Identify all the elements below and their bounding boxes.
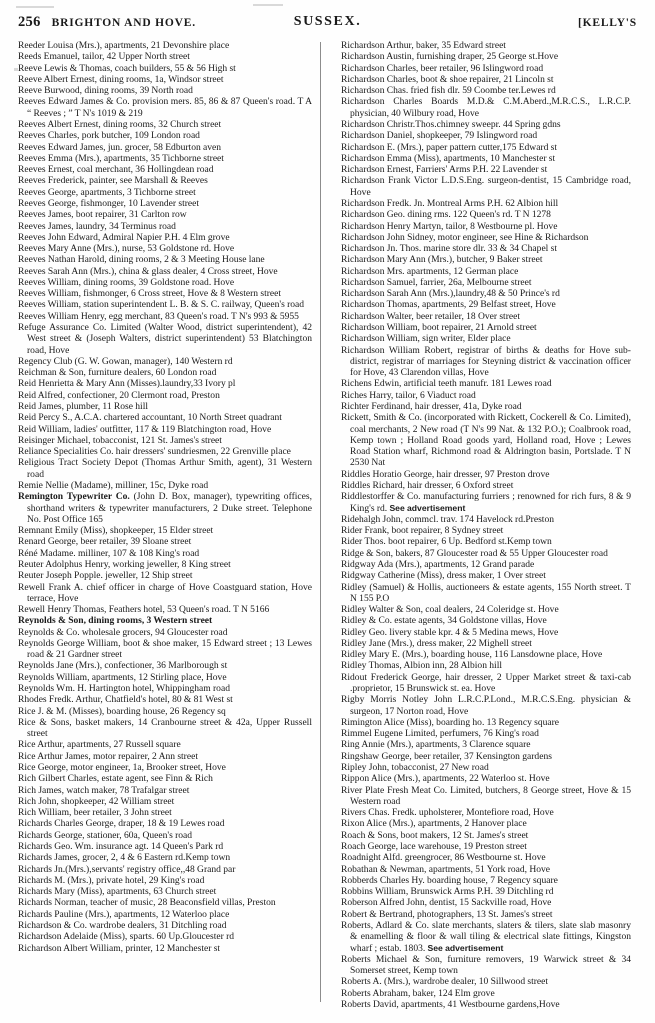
directory-entry: Reeves James, laundry, 34 Terminus road (18, 220, 176, 232)
directory-entry: Refuge Assurance Co. Limited (Walter Wood, district superintendent), 42 West street & (Joseph Walters, district superintendent) 53 Blatchington road, Hove (18, 322, 312, 356)
directory-entry: Reeve Burwood, dining rooms, 39 North road (18, 85, 193, 97)
directory-entry (341, 491, 631, 514)
directory-entry: Richardson Arthur, baker, 35 Edward street (341, 40, 506, 51)
directory-entry: Richardson Thomas, apartments, 29 Belfast street, Hove (341, 299, 556, 311)
directory-entry: Rice J. & M. (Misses), boarding house, 26 Regency sq (18, 705, 226, 717)
directory-entry: Rigby Morris Notley John L.R.C.P.Lond., M.R.C.S.Eng. physician & surgeon, 17 Norton road, Hove (341, 694, 631, 717)
directory-entry: Ridehalgh John, commcl. trav. 174 Havelock rd.Preston (341, 513, 555, 525)
directory-entry: Roberts Michael & Son, furniture removers, 19 Warwick street & 34 Somerset street, Kemp town (341, 953, 631, 977)
directory-entry: Reid Alfred, confectioner, 20 Clermont road, Preston (18, 389, 220, 401)
directory-entry: Ridge & Son, bakers, 87 Gloucester road & 55 Upper Gloucester road (341, 547, 608, 559)
directory-entry: Richards Geo. Wm. insurance agt. 14 Queen's Park rd (18, 840, 224, 852)
directory-entry: Roberts David, apartments, 41 Westbourne gardens,Hove (341, 998, 560, 1010)
directory-entry: Rhodes Fredk. Arthur, Chatfield's hotel, 80 & 81 West st (18, 694, 233, 706)
directory-entry: River Plate Fresh Meat Co. Limited, butchers, 8 George street, Hove & 15 Western road (341, 784, 631, 807)
directory-entry: Richardson Charles, beer retailer, 96 Islingword road (341, 62, 544, 74)
directory-entry: Ridley Geo. livery stable kpr. 4 & 5 Medina mews, Hove (341, 626, 559, 638)
directory-entry: Reynolds Wm. H. Hartington hotel, Whippingham road (18, 683, 230, 695)
running-head (18, 14, 637, 34)
directory-entry: Richardson Ernest, Farriers' Arms P.H. 22 Lavender st (341, 164, 548, 176)
directory-entry: Rich James, watch maker, 78 Trafalgar street (18, 784, 190, 796)
directory-entry: Robberds Charles Hy. boarding house, 7 Regency square (341, 874, 558, 886)
directory-entry: Richardson Walter, beer retailer, 18 Over street (341, 310, 521, 322)
directory-entry: Robathan & Newman, apartments, 51 York road, Hove (341, 863, 551, 875)
directory-entry: Richards James, grocer, 2, 4 & 6 Eastern rd.Kemp town (18, 852, 231, 864)
directory-entry: Richens Edwin, artificial teeth manufr. 181 Lewes road (341, 378, 552, 390)
directory-entry: Réné Madame. milliner, 107 & 108 King's road (18, 547, 200, 559)
directory-entry: Reid James, plumber, 11 Rose hill (18, 401, 149, 412)
directory-entry: Rippon Alice (Mrs.), apartments, 22 Waterloo st. Hove (341, 773, 550, 785)
directory-entry: Reid Henrietta & Mary Ann (Misses).laundry,33 Ivory pl (18, 378, 236, 390)
directory-entry (341, 920, 631, 954)
directory-entry: Reuter Adolphus Henry, working jeweller, 8 King street (18, 558, 231, 570)
directory-entry (18, 491, 312, 525)
directory-entry: Rich John, shopkeeper, 42 William street (18, 795, 175, 807)
directory-entry: Reuter Joseph Popple. jeweller, 12 Ship street (18, 570, 193, 582)
entry-text: Riddlestorffer & Co. manufacturing furriers ; renowned for rich furs, 8 & 9 King's rd. (341, 491, 631, 514)
directory-entry: Reeve Lewis & Thomas, coach builders, 55 & 56 High st (18, 62, 236, 74)
directory-entry: Richardson Charles, boot & shoe repairer, 21 Lincoln st (341, 73, 554, 85)
page-number: 256 (18, 14, 41, 30)
directory-entry: Reeves Charles, pork butcher, 109 London road (18, 130, 200, 142)
directory-entry: Ridley (Samuel) & Hollis, auctioneers & estate agents, 155 North street. T N 155 P.O (341, 581, 631, 604)
directory-entry: Riddles Horatio George, hair dresser, 97 Preston drove (341, 468, 550, 480)
directory-entry: Richardson Henry Martyn, tailor, 8 Westbourne pl. Hove (341, 220, 558, 232)
directory-entry: Reid Percy S., A.C.A. chartered accountant, 10 North Street quadrant (18, 412, 282, 424)
directory-entry: Rice Arthur, apartments, 27 Russell square (18, 739, 181, 751)
directory-entry: Ridley Walter & Son, coal dealers, 24 Coleridge st. Hove (341, 604, 559, 616)
entry-text: Roberts, Adlard & Co. slate merchants, slaters & tilers, slate slab masonry & enamelling & floor & wall tiling & electrical slate fittings, Kingston wharf ; estab. 1803. (341, 919, 631, 954)
directory-entry: Richards M. (Mrs.), private hotel, 29 King's road (18, 874, 205, 886)
directory-entry: Robert & Bertrand, photographers, 13 St. James's street (341, 908, 553, 920)
directory-entry: Richards Norman, teacher of music, 28 Beaconsfield villas, Preston (18, 897, 276, 909)
directory-entry: Rice & Sons, basket makers, 14 Cranbourne street & 42a, Upper Russell street (18, 716, 312, 740)
directory-entry: Ripley John, tobacconist, 27 New road (341, 762, 489, 773)
directory-entry: Reeves Ernest, coal merchant, 36 Hollingdean road (18, 164, 214, 176)
directory-entry: Reliance Specialities Co. hair dressers' sundriesmen, 22 Grenville place (18, 446, 291, 458)
directory-entry: Reeves Edward James & Co. provision mers. 85, 86 & 87 Queen's road. T A “ Reeves ; ” T N's 1019 & 219 (18, 96, 312, 119)
directory-entry: Reynolds & Son, dining rooms, 3 Western street (18, 615, 213, 627)
directory-entry: Richardson Christr.Thos.chimney sweepr. 44 Spring gdns (341, 118, 561, 130)
directory-entry: Richardson John Sidney, motor engineer, see Hine & Richardson (341, 231, 589, 243)
directory-entry: Reeves George, fishmonger, 10 Lavender street (18, 197, 200, 209)
directory-entry: Reeves James, boot repairer, 31 Carlton row (18, 209, 187, 221)
directory-entry: Richardson Mrs. apartments, 12 German place (341, 265, 519, 277)
scan-artifact (16, 6, 54, 8)
directory-entry: Reeds Emanuel, tailor, 42 Upper North street (18, 51, 190, 63)
directory-entry: Richardson E. (Mrs.), paper pattern cutter,175 Edward st (341, 141, 558, 153)
directory-entry: Reeves Frederick, painter, see Marshall & Reeves (18, 175, 208, 187)
directory-entry: Rider Thos. boot repairer, 6 Up. Bedford st.Kemp town (341, 536, 552, 548)
directory-entry: Rich Gilbert Charles, estate agent, see Finn & Rich (18, 773, 213, 785)
directory-entry: Reeves William, dining rooms, 39 Goldstone road. Hove (18, 276, 235, 288)
directory-entry: Reeves Albert Ernest, dining rooms, 32 Church street (18, 118, 222, 130)
directory-entry: Ringshaw George, beer retailer, 37 Kensington gardens (341, 750, 552, 762)
directory-entry: Rivers Chas. Fredk. upholsterer, Montefiore road, Hove (341, 807, 554, 819)
directory-entry: Richardson Austin, furnishing draper, 25 George st.Hove (341, 51, 559, 63)
directory-entry: Reeder Louisa (Mrs.), apartments, 21 Devonshire place (18, 40, 230, 51)
running-head-county: SUSSEX. (293, 14, 362, 29)
directory-entry: Roadnight Alfd. greengrocer, 86 Westbourne st. Hove (341, 852, 546, 864)
directory-entry: Rimmel Eugene Limited, perfumers, 76 King's road (341, 728, 539, 740)
directory-entry: Reeves John Edward, Admiral Napier P.H. 4 Elm grove (18, 231, 230, 243)
directory-entry: Richardson Adelaide (Miss), sparts. 60 Up.Gloucester rd (18, 931, 235, 943)
directory-entry: Remie Nellie (Madame), milliner, 15c, Dyke road (18, 479, 209, 491)
running-head-place: BRIGHTON AND HOVE. (51, 17, 196, 29)
directory-entry: Reeves William, fishmonger, 6 Cross street, Hove & 8 Western street (18, 288, 282, 300)
directory-entry: Richardson Fredk. Jn. Montreal Arms P.H. 62 Albion hill (341, 197, 559, 209)
directory-entry: Richardson William, sign writer, Elder place (341, 333, 511, 345)
directory-entry: Ridley & Co. estate agents, 34 Goldstone villas, Hove (341, 615, 547, 627)
directory-entry: Ridgway Catherine (Miss), dress maker, 1 Over street (341, 570, 546, 582)
directory-entry: Reeves Mary Anne (Mrs.), nurse, 53 Goldstone rd. Hove (18, 243, 235, 255)
scan-artifact (253, 4, 283, 6)
directory-entry: Roberts A. (Mrs.), wardrobe dealer, 10 Sillwood street (341, 976, 549, 988)
directory-entry: Rich William, beer retailer, 3 John street (18, 807, 172, 819)
directory-entry: Religious Tract Society Depot (Thomas Arthur Smith, agent), 31 Western road (18, 457, 312, 480)
directory-entry: Reeves William Henry, egg merchant, 83 Queen's road. T N's 993 & 5955 (18, 310, 299, 322)
directory-entry: Roach George, lace warehouse, 19 Preston street (341, 840, 527, 852)
entry-text: (John D. Box, manager), typewriting offices, shorthand writers & typewriter manufacturers, 2 Duke street. Telephone No. Post Office 165 (27, 491, 312, 525)
directory-entry: Reynolds & Co. wholesale grocers, 94 Gloucester road (18, 626, 228, 638)
directory-entry: Rider Frank, boot repairer, 8 Sydney street (341, 525, 504, 537)
entry-business-name: Remington Typewriter Co. (18, 491, 130, 503)
directory-entry: Reeves George, apartments, 3 Tichborne street (18, 186, 196, 198)
directory-entry: Richter Ferdinand, hair dresser, 41a, Dyke road (341, 401, 522, 412)
directory-entry: Reeves Sarah Ann (Mrs.), china & glass dealer, 4 Cross street, Hove (18, 265, 278, 277)
directory-entry: Rewell Frank A. chief officer in charge of Hove Coastguard station, Hove terrace, Hove (18, 581, 312, 604)
directory-entry: Richardson Samuel, farrier, 26a, Melbourne street (341, 276, 532, 288)
directory-entry: Rewell Henry Thomas, Feathers hotel, 53 Queen's road. T N 5166 (18, 604, 270, 616)
directory-entry: Ring Annie (Mrs.), apartments, 3 Clarence square (341, 739, 531, 751)
directory-entry: Reynolds Jane (Mrs.), confectioner, 36 Marlborough st (18, 660, 228, 672)
directory-entry: Renard George, beer retailer, 39 Sloane street (18, 536, 192, 548)
directory-entry: Ridley Mary E. (Mrs.), boarding house, 116 Lansdowne place, Hove (341, 649, 603, 661)
directory-entry: Regency Club (G. W. Gowan, manager), 140 Western rd (18, 355, 233, 367)
directory-entry: Roberson Alfred John, dentist, 15 Sackville road, Hove (341, 897, 552, 909)
directory-entry: Rice George, motor engineer, 1a, Brooker street, Hove (18, 762, 226, 773)
directory-entry: Richardson Albert William, printer, 12 Manchester st (18, 942, 221, 954)
directory-entry: Ridgway Ada (Mrs.), apartments, 12 Grand parade (341, 558, 535, 570)
columns-container (18, 40, 637, 1008)
directory-entry: Richardson William, boot repairer, 21 Arnold street (341, 322, 537, 334)
directory-entry: Reeves William, station superintendent L. B. & S. C. railway, Queen's road (18, 299, 305, 311)
directory-entry: Rice Arthur James, motor repairer, 2 Ann street (18, 750, 198, 762)
directory-entry: Richards George, stationer, 60a, Queen's road (18, 829, 193, 841)
directory-entry: Richards Charles George, draper, 18 & 19 Lewes road (18, 818, 225, 830)
directory-entry: Rimington Alice (Miss), boarding ho. 13 Regency square (341, 716, 560, 728)
directory-entry: Richards Mary (Miss), apartments, 63 Church street (18, 886, 217, 898)
directory-entry: Reeves Nathan Harold, dining rooms, 2 & 3 Meeting House lane (18, 254, 265, 266)
see-advertisement-note: See advertisement (389, 502, 466, 513)
directory-entry: Reisinger Michael, tobacconist, 121 St. James's street (18, 434, 222, 446)
directory-entry: Richardson Daniel, shopkeeper, 79 Islingword road (341, 130, 538, 142)
directory-entry: Richards Pauline (Mrs.), apartments, 12 Waterloo place (18, 908, 230, 920)
directory-entry: Reichman & Son, furniture dealers, 60 London road (18, 367, 217, 379)
directory-entry: Reeves Emma (Mrs.), apartments, 35 Tichborne street (18, 152, 224, 164)
directory-entry: Roberts Abraham, baker, 124 Elm grove (341, 987, 495, 999)
right-column (329, 40, 631, 1008)
directory-entry: Ridley Jane (Mrs.), dress maker, 22 Mighell street (341, 637, 532, 649)
directory-entry: Reynolds William, apartments, 12 Stirling place, Hove (18, 671, 227, 683)
directory-entry: Richardson Chas. fried fish dlr. 59 Coombe ter.Lewes rd (341, 85, 556, 97)
directory-entry: Richardson Sarah Ann (Mrs.),laundry,48 & 50 Prince's rd (341, 288, 560, 300)
directory-entry: Reeve Albert Ernest, dining rooms, 1a, Windsor street (18, 73, 224, 85)
directory-entry: Roach & Sons, boot makers, 12 St. James's street (341, 829, 529, 841)
directory-entry: Richardson Emma (Miss), apartments, 10 Manchester st (341, 152, 556, 164)
left-column (18, 40, 320, 1008)
directory-entry: Richardson Mary Ann (Mrs.), butcher, 9 Baker street (341, 254, 543, 266)
see-advertisement-note: See advertisement (427, 942, 504, 953)
directory-entry: Ridout Frederick George, hair dresser, 2 Upper Market street & taxi-cab .proprietor, 15 Brunswick st. ea. Hove (341, 671, 631, 695)
directory-entry: Richardson & Co. wardrobe dealers, 31 Ditchling road (18, 919, 227, 931)
directory-entry: Richardson Jn. Thos. marine store dlr. 33 & 34 Chapel st (341, 243, 557, 255)
column-rule (320, 42, 321, 1002)
directory-entry: Reeves Edward James, jun. grocer, 58 Edburton aven (18, 141, 222, 153)
directory-entry: Riches Harry, tailor, 6 Viaduct road (341, 389, 476, 401)
directory-entry: Reynolds George William, boot & shoe maker, 15 Edward street ; 13 Lewes road & 21 Gardner street (18, 637, 312, 661)
directory-entry: Richardson William Robert, registrar of births & deaths for Hove sub-district, registrar of marriages for Steyning district & vaccination officer for Hove, 43 Clarendon villas, Hove (341, 344, 631, 379)
directory-entry: Reid William, ladies' outfitter, 117 & 119 Blatchington road, Hove (18, 423, 272, 435)
directory-entry: Rickett, Smith & Co. (incorporated with Rickett, Cockerell & Co. Limited), coal merchants, 2 New road (T N's 99 Nat. & 132 P.O.); Coalbrook road, Kemp town ; Holland Road goods yard, Holland road, Hove ; Lewes Road Station wharf, Richmond road & Aldrington basin, Portslade. T N 2530 Nat (341, 412, 631, 469)
directory-entry: Rixon Alice (Mrs.), apartments, 2 Hanover place (341, 818, 527, 830)
directory-entry: Richardson Charles Boards M.D.& C.M.Aberd.,M.R.C.S., L.R.C.P. physician, 40 Wilbury road, Hove (341, 96, 631, 119)
running-head-publisher: [KELLY'S (577, 17, 637, 29)
directory-entry: Remnant Emily (Miss), shopkeeper, 15 Elder street (18, 525, 214, 537)
directory-entry: Richardson Frank Victor L.D.S.Eng. surgeon-dentist, 15 Cambridge road, Hove (341, 175, 631, 198)
directory-entry: Riddles Richard, hair dresser, 6 Oxford street (341, 479, 514, 491)
directory-entry: Richards Jn.(Mrs.),servants' registry office,,48 Grand par (18, 863, 236, 875)
directory-entry: Ridley Thomas, Albion inn, 28 Albion hill (341, 660, 502, 672)
directory-entry: Robbins William, Brunswick Arms P.H. 39 Ditchling rd (341, 886, 554, 898)
directory-entry: Richardson Geo. dining rms. 122 Queen's rd. T N 1278 (341, 209, 551, 221)
